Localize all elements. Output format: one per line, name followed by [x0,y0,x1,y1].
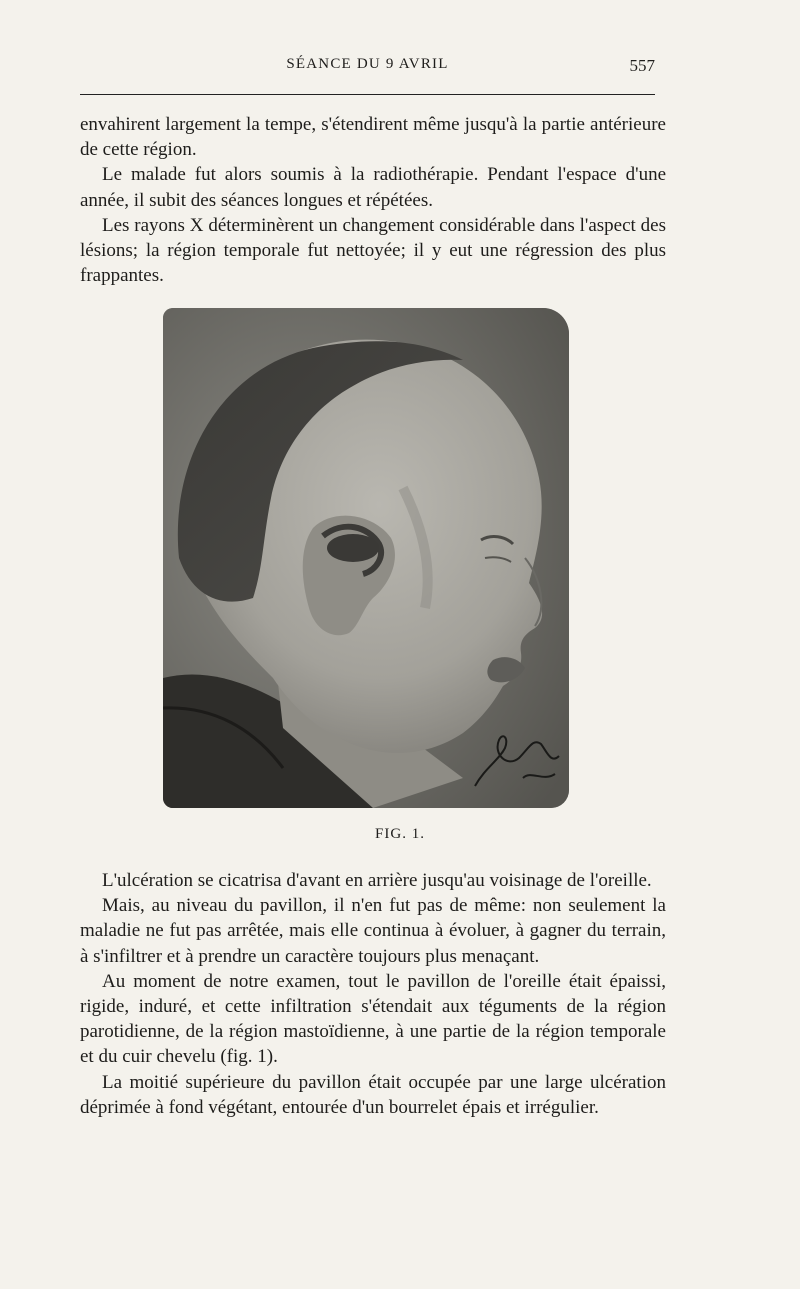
portrait-photo-icon [163,308,569,808]
figure-photograph [163,308,569,808]
figure-caption: FIG. 1. [375,826,425,842]
paragraph: L'ulcération se cicatrisa d'avant en arrière jusqu'au voisinage de l'oreille. [102,870,652,891]
running-head: SÉANCE DU 9 AVRIL [286,56,449,72]
paragraph: Les rayons X déterminèrent un changement considérable dans l'aspect des lésions; la région temporale fut nettoyée; il y eut une régression des plus frappantes. [80,214,666,287]
paragraph: La moitié supérieure du pavillon était occupée par une large ulcération déprimée à fond végétant, entourée d'un bourrelet épais et irrégulier. [80,1071,666,1118]
paragraph: Au moment de notre examen, tout le pavillon de l'oreille était épaissi, rigide, induré, et cette infiltration s'étendait aux téguments de la région parotidienne, de la région mastoïdienne, à une partie de la région temporale et du cuir chevelu (fig. 1). [80,970,666,1068]
header-rule [80,94,655,95]
page-header [80,56,655,84]
top-text-block [80,112,666,288]
paragraph: envahirent largement la tempe, s'étendirent même jusqu'à la partie antérieure de cette région. [80,114,666,161]
paragraph: Mais, au niveau du pavillon, il n'en fut pas de même: non seulement la maladie ne fut pas arrêtée, mais elle continua à évoluer, à gagner du terrain, à s'infiltrer et à prendre un caractère toujours plus menaçant. [80,895,666,967]
bottom-text-block [80,868,666,1120]
page-number: 557 [629,56,655,75]
paragraph: Le malade fut alors soumis à la radiothérapie. Pendant l'espace d'une année, il subit des séances longues et répétées. [80,164,666,211]
